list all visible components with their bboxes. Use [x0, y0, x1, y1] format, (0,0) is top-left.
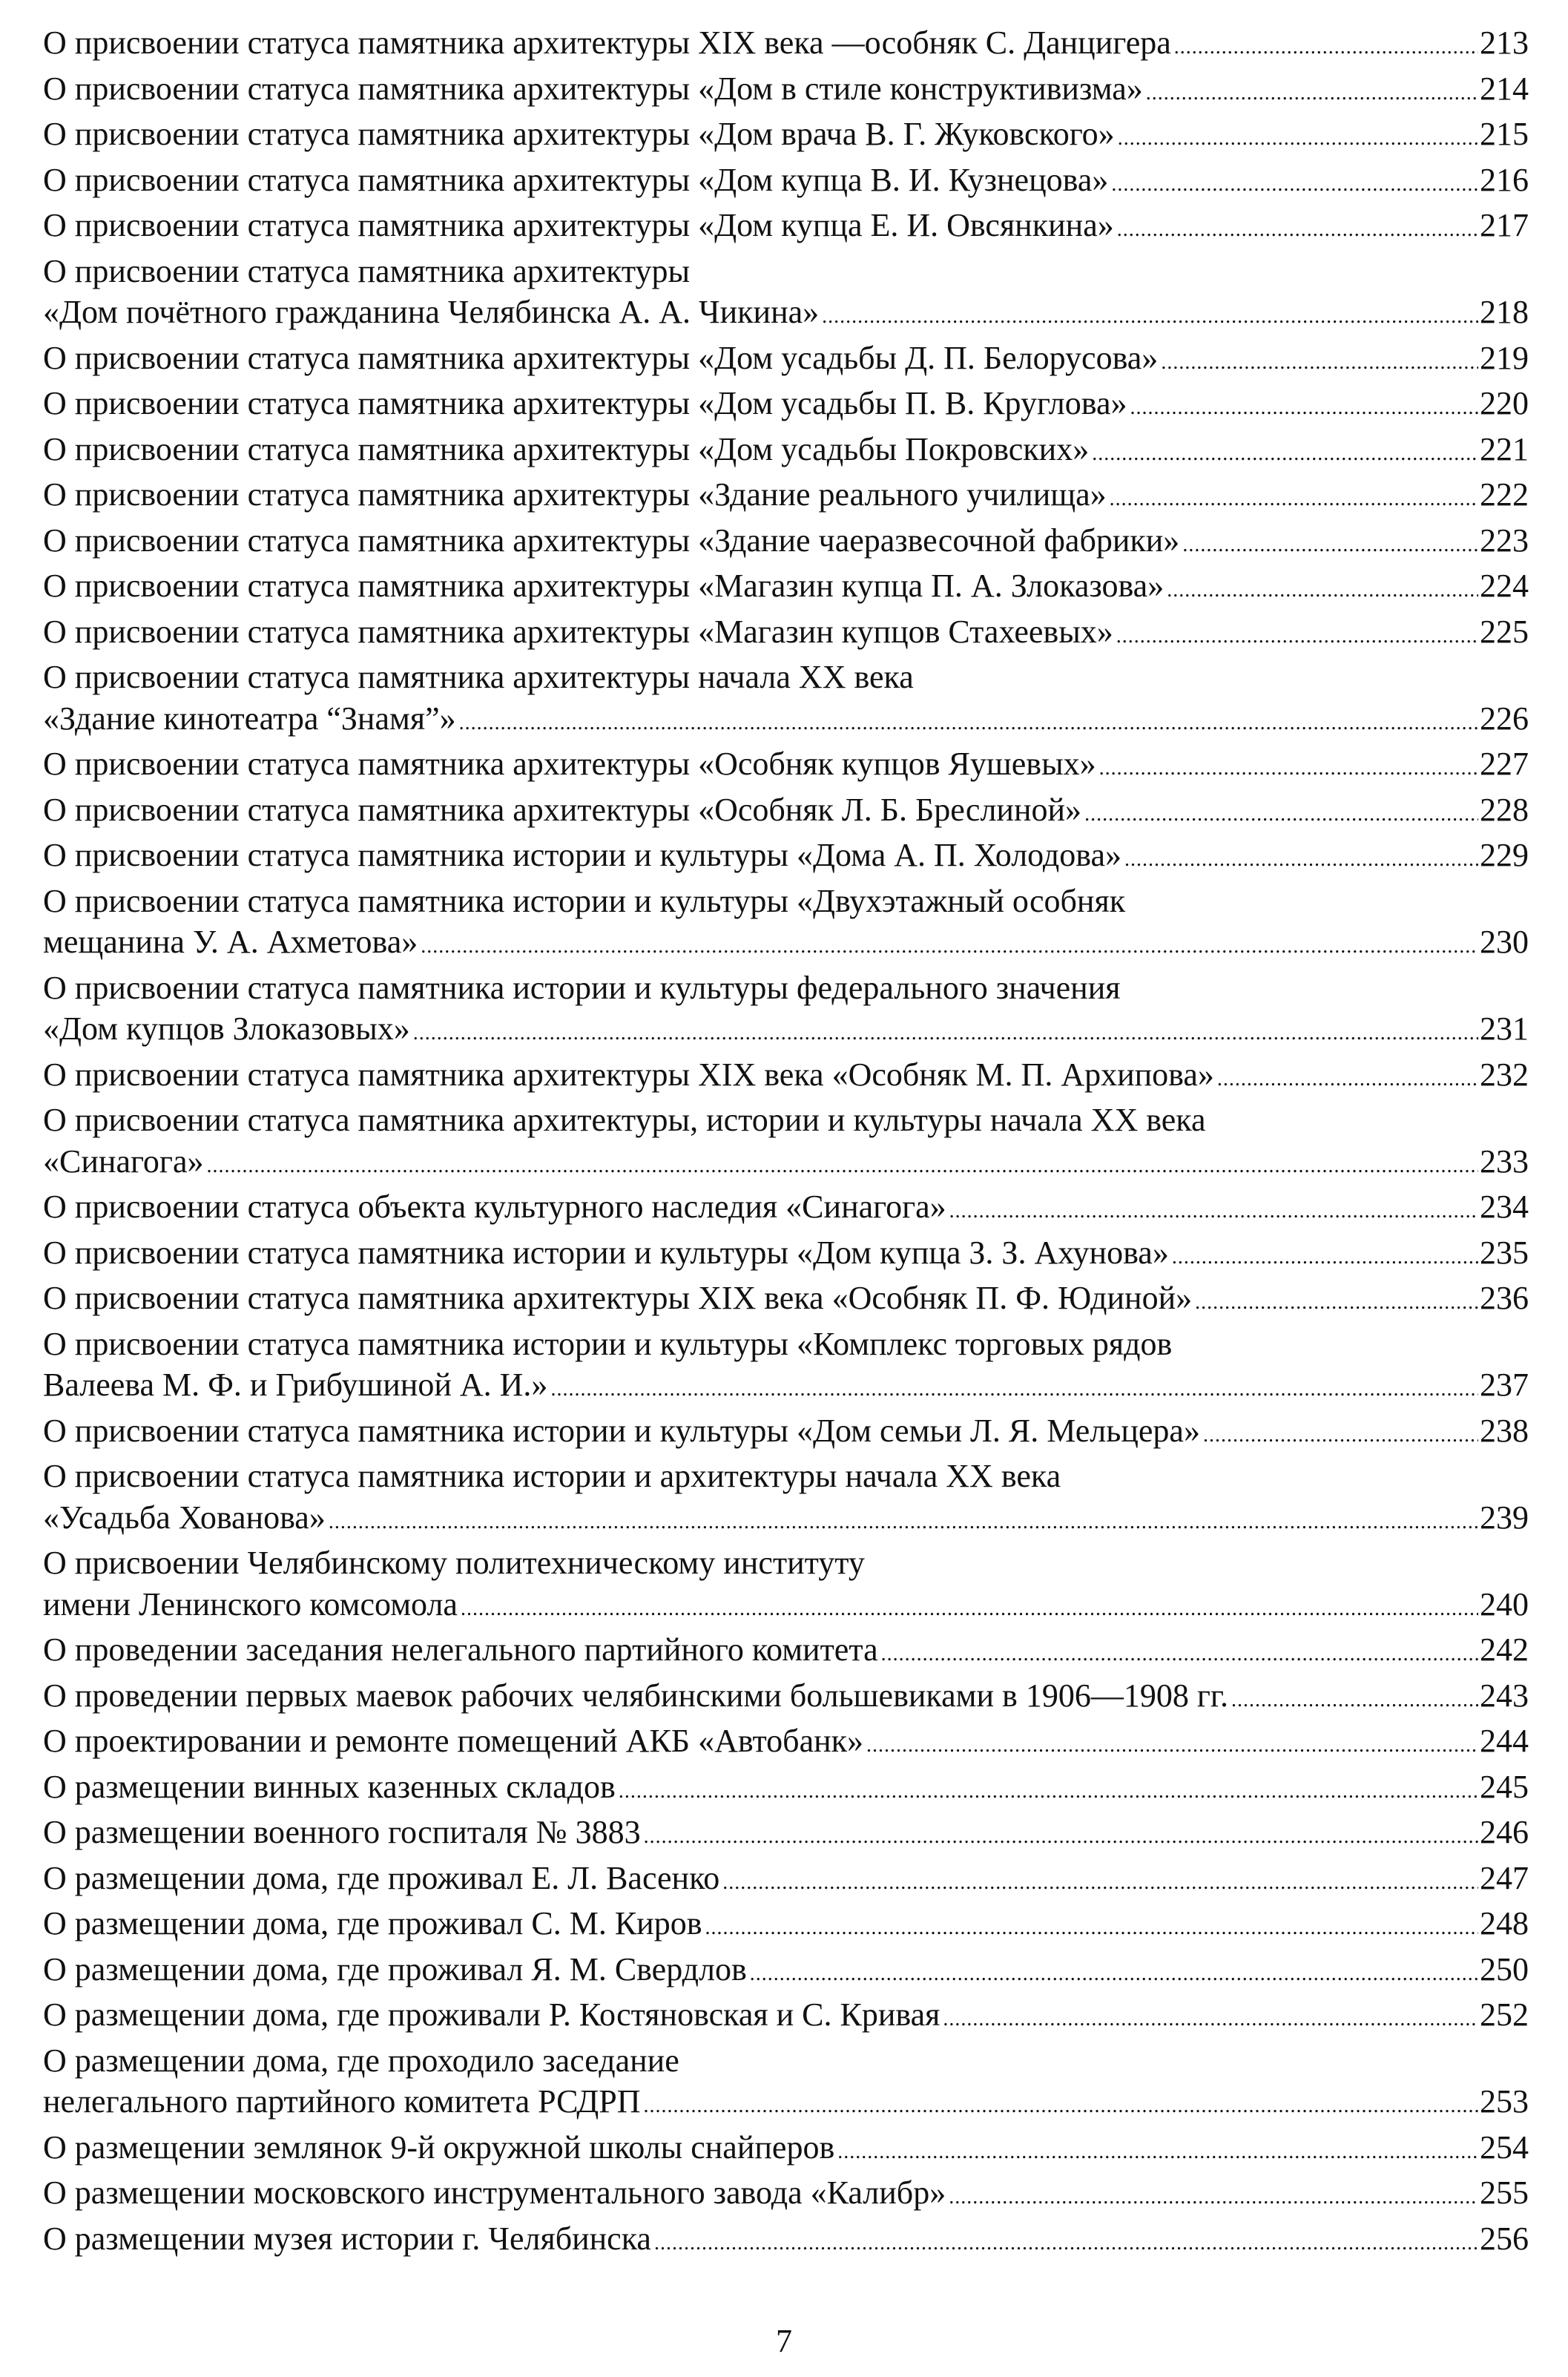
dot-leader: [421, 921, 1478, 967]
toc-entry-row: [43, 1497, 1529, 1543]
dot-leader: [644, 1812, 1478, 1858]
toc-entry-page: 228: [1480, 791, 1529, 828]
dot-leader: [1111, 160, 1478, 206]
toc-entry: [43, 743, 1529, 789]
toc-entry-row: [43, 1008, 1529, 1054]
toc-entry-page: 225: [1480, 613, 1529, 650]
toc-entry-page: 222: [1480, 476, 1529, 513]
toc-entry-row: [43, 2218, 1529, 2264]
toc-entry-page: 247: [1480, 1859, 1529, 1896]
toc-entry-page: 252: [1480, 1996, 1529, 2033]
toc-entry: [43, 1324, 1529, 1410]
toc-entry: [43, 429, 1529, 475]
dot-leader: [943, 1994, 1478, 2040]
toc-entry-title-line: О присвоении статуса памятника архитектуры начала XX века: [43, 659, 914, 695]
toc-entry-title-line: О присвоении статуса памятника истории и культуры «Комплекс торговых рядов: [43, 1325, 1173, 1362]
toc-entry-title: О размещении винных казенных складов: [43, 1768, 616, 1805]
toc-entry-page: 236: [1480, 1280, 1529, 1316]
dot-leader: [750, 1949, 1478, 1995]
toc-entry: [43, 1542, 1529, 1629]
toc-entry-row: [43, 2127, 1529, 2173]
dot-leader: [1117, 205, 1478, 251]
dot-leader: [207, 1141, 1479, 1187]
toc-entry-page: 245: [1480, 1768, 1529, 1805]
dot-leader: [413, 1008, 1478, 1054]
toc-entry-row: [43, 565, 1529, 611]
toc-entry-page: 237: [1480, 1367, 1529, 1403]
toc-entry-page: 242: [1480, 1631, 1529, 1668]
toc-entry: [43, 881, 1529, 967]
toc-entry: [43, 1410, 1529, 1456]
toc-entry-title: О размещении дома, где проживал Е. Л. Васенко: [43, 1859, 720, 1896]
toc-entry: [43, 789, 1529, 835]
toc-entry-title: О размещении музея истории г. Челябинска: [43, 2220, 651, 2257]
toc-entry-row: [43, 68, 1529, 114]
toc-entry-page: 255: [1480, 2174, 1529, 2211]
toc-entry-row: [43, 292, 1529, 338]
toc-entry-row: [43, 835, 1529, 881]
toc-entry-title-line: О присвоении статуса памятника истории и культуры федерального значения: [43, 969, 1121, 1006]
toc-entry-title: О проведении заседания нелегального партийного комитета: [43, 1631, 878, 1668]
toc-entry-title: О присвоении статуса памятника архитектуры «Дом врача В. Г. Жуковского»: [43, 116, 1115, 152]
toc-entry-title-line: О присвоении статуса памятника истории и культуры «Двухэтажный особняк: [43, 882, 1126, 919]
toc-entry-title: О присвоении статуса памятника архитектуры «Дом усадьбы П. В. Круглова»: [43, 385, 1127, 421]
dot-leader: [1203, 1410, 1478, 1456]
toc-entry-title: О размещении землянок 9-й окружной школы снайперов: [43, 2128, 835, 2166]
dot-leader: [949, 2172, 1478, 2218]
toc-entry-title: О присвоении статуса памятника архитектуры «Дом усадьбы Покровских»: [43, 430, 1090, 467]
toc-entry: [43, 68, 1529, 114]
toc-entry: [43, 1994, 1529, 2040]
toc-entry-page: 213: [1480, 24, 1529, 61]
dot-leader: [1084, 789, 1478, 835]
toc-entry-row: [43, 1858, 1529, 1904]
toc-entry: [43, 657, 1529, 743]
toc-entry-title: «Дом почётного гражданина Челябинска А. А. Чикина»: [43, 294, 820, 330]
toc-entry-title: О присвоении статуса памятника истории и культуры «Дом купца З. З. Ахунова»: [43, 1234, 1169, 1271]
dot-leader: [722, 1858, 1478, 1904]
toc-entry-page: 240: [1480, 1585, 1529, 1623]
dot-leader: [1182, 520, 1478, 566]
toc-entry-title: О размещении дома, где проживал С. М. Киров: [43, 1905, 702, 1942]
toc-entry-page: 238: [1480, 1412, 1529, 1449]
toc-entry-row: [43, 383, 1529, 429]
dot-leader: [1195, 1278, 1478, 1324]
toc-entry: [43, 251, 1529, 338]
toc-entry-row: [43, 429, 1529, 475]
toc-entry-row: [43, 743, 1529, 789]
dot-leader: [1172, 1232, 1478, 1278]
toc-entry: [43, 1720, 1529, 1766]
toc-entry-page: 253: [1480, 2083, 1529, 2120]
toc-entry-title: О присвоении статуса памятника архитектуры «Особняк купцов Яушевых»: [43, 746, 1096, 782]
toc-entry-row: [43, 1584, 1529, 1630]
toc-entry-page: 230: [1480, 924, 1529, 960]
toc-entry: [43, 1858, 1529, 1904]
dot-leader: [949, 1186, 1478, 1232]
toc-entry: [43, 1812, 1529, 1858]
dot-leader: [881, 1629, 1478, 1675]
toc-entry: [43, 1232, 1529, 1278]
dot-leader: [644, 2081, 1478, 2127]
toc-entry-page: 214: [1480, 70, 1529, 107]
dot-leader: [866, 1720, 1478, 1766]
toc-entry: [43, 835, 1529, 881]
toc-entry-page: 239: [1480, 1499, 1529, 1536]
toc-entry-title: О присвоении статуса памятника архитектуры «Дом купца В. И. Кузнецова»: [43, 161, 1109, 198]
toc-entry-page: 250: [1480, 1950, 1529, 1988]
toc-entry-title-line: О присвоении статуса памятника истории и архитектуры начала XX века: [43, 1458, 1061, 1494]
toc-entry-row: [43, 114, 1529, 160]
toc-entry-title: О присвоении статуса памятника архитектуры XIX века «Особняк М. П. Архипова»: [43, 1056, 1214, 1093]
toc-entry-title: имени Ленинского комсомола: [43, 1585, 458, 1623]
dot-leader: [1161, 338, 1478, 384]
toc-entry-title: О присвоении статуса памятника архитектуры «Дом в стиле конструктивизма»: [43, 70, 1143, 107]
toc-entry: [43, 1629, 1529, 1675]
dot-leader: [461, 1584, 1478, 1630]
toc-entry-row: [43, 921, 1529, 967]
toc-entry-page: 246: [1480, 1814, 1529, 1850]
dot-leader: [459, 698, 1478, 744]
toc-entry-page: 229: [1480, 837, 1529, 873]
toc-entry: [43, 114, 1529, 160]
toc-entry: [43, 611, 1529, 657]
dot-leader: [1130, 383, 1478, 429]
toc-entry-title: О присвоении статуса памятника архитектуры «Магазин купца П. А. Злоказова»: [43, 568, 1165, 604]
dot-leader: [1118, 114, 1478, 160]
toc-entry-title: О присвоении статуса памятника архитектуры XIX века «Особняк П. Ф. Юдиной»: [43, 1280, 1193, 1316]
toc-entry-row: [43, 2172, 1529, 2218]
toc-entry-row: [43, 520, 1529, 566]
toc-entry-row: [43, 1994, 1529, 2040]
toc-entry-title: О присвоении статуса памятника архитектуры «Магазин купцов Стахеевых»: [43, 613, 1113, 650]
toc-entry-title: нелегального партийного комитета РСДРП: [43, 2083, 641, 2120]
toc-entry: [43, 383, 1529, 429]
toc-entry-title: О размещении дома, где проживал Я. М. Свердлов: [43, 1950, 747, 1988]
toc-entry-title: «Здание кинотеатра “Знамя”»: [43, 700, 456, 737]
toc-entry: [43, 1099, 1529, 1186]
dot-leader: [329, 1497, 1478, 1543]
toc-entry-row: [43, 1232, 1529, 1278]
toc-entry-title: О присвоении статуса объекта культурного наследия «Синагога»: [43, 1188, 946, 1225]
toc-entry-row: [43, 1054, 1529, 1100]
toc-entry-page: 234: [1480, 1188, 1529, 1225]
toc-entry-row: [43, 1720, 1529, 1766]
toc-entry-row: [43, 1364, 1529, 1410]
toc-entry-row: [43, 789, 1529, 835]
toc-entry-page: 216: [1480, 161, 1529, 198]
toc-entry: [43, 2172, 1529, 2218]
dot-leader: [1092, 429, 1478, 475]
toc-entry: [43, 967, 1529, 1054]
toc-entry-page: 217: [1480, 207, 1529, 243]
toc-entry: [43, 1186, 1529, 1232]
toc-entry-title: О размещении московского инструментального завода «Калибр»: [43, 2174, 946, 2211]
toc-entry-page: 219: [1480, 339, 1529, 376]
toc-entry-row: [43, 1766, 1529, 1812]
toc-entry-title: «Усадьба Хованова»: [43, 1499, 326, 1536]
toc-entry-row: [43, 611, 1529, 657]
toc-entry-title: мещанина У. А. Ахметова»: [43, 924, 418, 960]
toc-entry-page: 215: [1480, 116, 1529, 152]
toc-entry-page: 227: [1480, 746, 1529, 782]
toc-entry-title-line: О размещении дома, где проходило заседание: [43, 2042, 679, 2079]
toc-entry: [43, 1054, 1529, 1100]
toc-entry-row: [43, 1629, 1529, 1675]
toc-entry-page: 218: [1480, 294, 1529, 330]
toc-entry: [43, 22, 1529, 68]
toc-entry: [43, 2127, 1529, 2173]
dot-leader: [654, 2218, 1478, 2264]
toc-entry: [43, 1456, 1529, 1542]
toc-entry-row: [43, 1278, 1529, 1324]
toc-entry: [43, 1766, 1529, 1812]
dot-leader: [619, 1766, 1478, 1812]
toc-entry: [43, 1949, 1529, 1995]
toc-entry-title: О проектировании и ремонте помещений АКБ «Автобанк»: [43, 1723, 864, 1759]
toc-entry-row: [43, 1949, 1529, 1995]
toc-entry-title: О присвоении статуса памятника архитектуры «Дом усадьбы Д. П. Белорусова»: [43, 339, 1159, 376]
toc-entry-page: 256: [1480, 2220, 1529, 2257]
toc-entry: [43, 205, 1529, 251]
toc-entry: [43, 1675, 1529, 1721]
page-number: 7: [776, 2323, 792, 2359]
toc-entry-title-line: О присвоении Челябинскому политехническому институту: [43, 1545, 865, 1581]
toc-entry-row: [43, 2081, 1529, 2127]
toc-entry-title: «Дом купцов Злоказовых»: [43, 1010, 410, 1047]
toc-entry-row: [43, 338, 1529, 384]
toc-entry-page: 248: [1480, 1905, 1529, 1942]
toc-entry-page: 254: [1480, 2128, 1529, 2166]
dot-leader: [1167, 565, 1478, 611]
toc-entry-row: [43, 1812, 1529, 1858]
toc-entry-row: [43, 22, 1529, 68]
toc-entry: [43, 1903, 1529, 1949]
toc-entry-title: «Синагога»: [43, 1143, 204, 1180]
toc-entry-page: 221: [1480, 430, 1529, 467]
toc-entry-title: О присвоении статуса памятника истории и культуры «Дома А. П. Холодова»: [43, 837, 1121, 873]
toc-entry-page: 226: [1480, 700, 1529, 737]
toc-entry-page: 235: [1480, 1234, 1529, 1271]
toc-entry-row: [43, 474, 1529, 520]
toc-entry-title: О присвоении статуса памятника архитектуры «Здание реального училища»: [43, 476, 1107, 513]
toc-entry-page: 244: [1480, 1723, 1529, 1759]
toc-entry-title: О присвоении статуса памятника архитектуры «Здание чаеразвесочной фабрики»: [43, 522, 1180, 559]
toc-entry: [43, 520, 1529, 566]
toc-entry: [43, 1278, 1529, 1324]
dot-leader: [705, 1903, 1479, 1949]
toc-entry-title: О проведении первых маевок рабочих челябинскими большевиками в 1906—1908 гг.: [43, 1677, 1228, 1714]
toc-entry-row: [43, 1903, 1529, 1949]
toc-entry-page: 224: [1480, 568, 1529, 604]
dot-leader: [1146, 68, 1478, 114]
toc-entry: [43, 474, 1529, 520]
dot-leader: [1174, 22, 1478, 68]
table-of-contents: [43, 22, 1529, 2263]
toc-entry-page: 232: [1480, 1056, 1529, 1093]
toc-entry-title-line: О присвоении статуса памятника архитектуры: [43, 252, 691, 289]
toc-entry-title: Валеева М. Ф. и Грибушиной А. И.»: [43, 1367, 548, 1403]
toc-entry-title: О присвоении статуса памятника истории и культуры «Дом семьи Л. Я. Мельцера»: [43, 1412, 1200, 1449]
dot-leader: [1116, 611, 1478, 657]
dot-leader: [1110, 474, 1478, 520]
toc-entry: [43, 565, 1529, 611]
dot-leader: [1231, 1675, 1478, 1721]
toc-entry-title: О присвоении статуса памятника архитектуры XIX века —особняк С. Данцигера: [43, 24, 1171, 61]
toc-entry-page: 231: [1480, 1010, 1529, 1047]
toc-entry-title: О присвоении статуса памятника архитектуры «Особняк Л. Б. Бреслиной»: [43, 791, 1082, 828]
dot-leader: [1217, 1054, 1478, 1100]
toc-entry-row: [43, 1141, 1529, 1187]
toc-entry-row: [43, 698, 1529, 744]
toc-entry-row: [43, 1186, 1529, 1232]
toc-entry-page: 220: [1480, 385, 1529, 421]
toc-entry-title: О присвоении статуса памятника архитектуры «Дом купца Е. И. Овсянкина»: [43, 207, 1114, 243]
dot-leader: [837, 2127, 1478, 2173]
toc-entry-page: 243: [1480, 1677, 1529, 1714]
dot-leader: [1099, 743, 1478, 789]
toc-entry: [43, 338, 1529, 384]
toc-entry: [43, 160, 1529, 206]
toc-entry-page: 223: [1480, 522, 1529, 559]
toc-entry-row: [43, 205, 1529, 251]
dot-leader: [1124, 835, 1478, 881]
toc-entry-row: [43, 1675, 1529, 1721]
dot-leader: [550, 1364, 1478, 1410]
dot-leader: [822, 292, 1478, 338]
toc-entry-row: [43, 160, 1529, 206]
toc-entry: [43, 2040, 1529, 2127]
toc-entry-title: О размещении военного госпиталя № 3883: [43, 1814, 641, 1850]
toc-entry: [43, 2218, 1529, 2264]
toc-entry-page: 233: [1480, 1143, 1529, 1180]
toc-entry-title: О размещении дома, где проживали Р. Костяновская и С. Кривая: [43, 1996, 941, 2033]
toc-entry-title-line: О присвоении статуса памятника архитектуры, истории и культуры начала XX века: [43, 1102, 1206, 1138]
toc-entry-row: [43, 1410, 1529, 1456]
